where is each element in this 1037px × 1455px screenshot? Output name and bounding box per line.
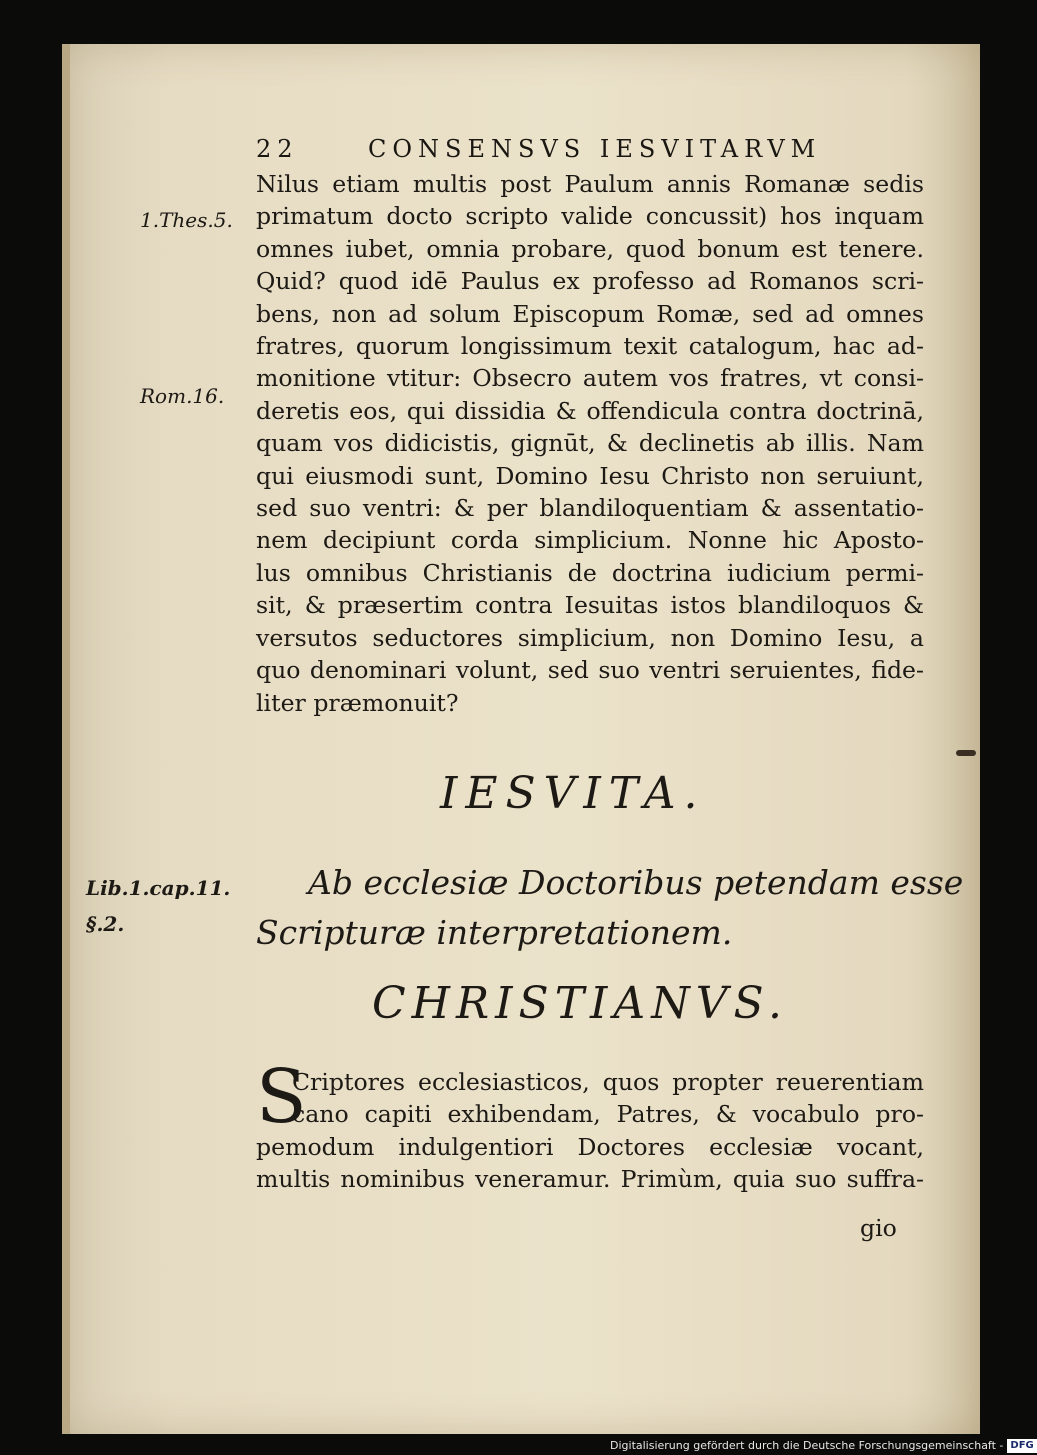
drop-cap: S [256, 1054, 307, 1140]
margin-note-thes: 1.Thes.5. [140, 208, 233, 232]
footer-text: Digitalisierung gefördert durch die Deutsche Forschungsgemeinschaft - [610, 1439, 1004, 1452]
running-head [256, 135, 916, 171]
margin-note-section: §.2. [86, 912, 125, 936]
page-gutter [62, 44, 70, 1434]
text-line: deretis eos, qui dissidia & offendicula contra doctrinā, [256, 396, 924, 425]
quote-block [256, 858, 964, 958]
margin-note-rom: Rom.16. [140, 384, 225, 408]
catchword: gio [860, 1214, 897, 1242]
heading-iesvita: IESVITA. [440, 768, 706, 819]
text-line: fratres, quorum longissimum texit catalogum, hac ad- [256, 332, 924, 361]
text-line: Quid? quod idē Paulus ex professo ad Romanos scri- [256, 267, 924, 296]
dfg-logo: DFG [1007, 1439, 1036, 1453]
text-line: quam vos didicistis, gignūt, & declinetis ab illis. Nam [256, 429, 924, 458]
text-line: sit, & præsertim contra Iesuitas istos blandiloquos & [256, 591, 924, 620]
text-line: versutos seductores simplicium, non Domino Iesu, a [256, 623, 924, 652]
text-line: qui eiusmodi sunt, Domino Iesu Christo non seruiunt, [256, 461, 924, 490]
quote-line: Scripturæ interpretationem. [256, 913, 733, 952]
page-edge-mark [956, 750, 976, 756]
text-line: bens, non ad solum Episcopum Romæ, sed ad omnes [256, 299, 924, 328]
text-line: sed suo ventri: & per blandiloquentiam & assentatio- [256, 494, 924, 523]
quote-line: Ab ecclesiæ Doctoribus petendam esse [308, 863, 964, 902]
text-line: lus omnibus Christianis de doctrina iudicium permi- [256, 558, 924, 587]
text-line: omnes iubet, omnia probare, quod bonum est tenere. [256, 234, 924, 263]
digitization-footer [610, 1436, 1034, 1455]
page-number: 22 [256, 135, 299, 163]
running-title: CONSENSVS IESVITARVM [368, 135, 822, 163]
text-line: quo denominari volunt, sed suo ventri seruientes, fide- [256, 656, 924, 685]
text-line: pemodum indulgentiori Doctores ecclesiæ vocant, [256, 1132, 924, 1161]
text-line: Criptores ecclesiasticos, quos propter reuerentiam [292, 1068, 924, 1096]
text-line: monitione vtitur: Obsecro autem vos fratres, vt consi- [256, 364, 924, 393]
margin-note-lib: Lib.1.cap.11. [86, 876, 231, 900]
text-line: cano capiti exhibendam, Patres, & vocabulo pro- [292, 1100, 924, 1129]
text-line: nem decipiunt corda simplicium. Nonne hic Aposto- [256, 526, 924, 555]
paragraph-1 [256, 168, 924, 719]
text-line: primatum docto scripto valide concussit) hos inquam [256, 202, 924, 231]
heading-christianvs: CHRISTIANVS. [372, 978, 789, 1029]
paragraph-2 [256, 1066, 924, 1196]
text-line: liter præmonuit? [256, 688, 459, 717]
text-line: multis nominibus veneramur. Primùm, quia suo suffra- [256, 1165, 924, 1194]
text-line: Nilus etiam multis post Paulum annis Romanæ sedis [256, 170, 924, 198]
